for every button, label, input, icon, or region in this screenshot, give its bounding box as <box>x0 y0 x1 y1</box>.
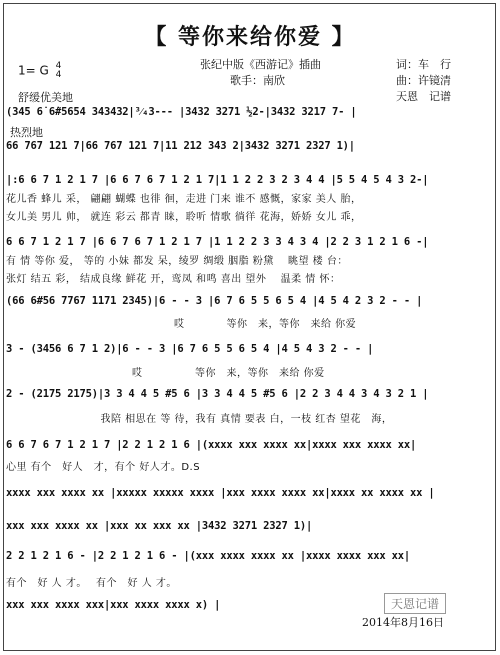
key-signature <box>18 62 61 80</box>
time-signature <box>56 62 62 80</box>
lyric-line: 哎 等你 来，等你 来给 你爱 <box>6 368 325 379</box>
lyric-line: 心里 有个 好人 才，有个 好人才。D.S <box>6 462 201 473</box>
transcription-date: 2014年8月16日 <box>362 616 444 629</box>
notation-line: 66 767 121 7|66 767 121 7|11 212 343 2|3432 3271 2327 1)| <box>6 140 355 152</box>
notation-line: 6 6 7 1 2 1 7 |6 6 7 6 7 1 2 1 7 |1 1 2 2 3 3 4 3 4 |2 2 3 1 2 1 6 -| <box>6 236 429 248</box>
notation-line: 6 6 7 6 7 1 2 1 7 |2 2 1 2 1 6 |(xxxx xxx xxxx xx|xxxx xxx xxxx xx| <box>6 439 417 451</box>
notation-line: (345 6̇ 6̇#5654 343432|³⁄₄3--- |3432 3271 ½2-|3432 3217 7- | <box>6 106 357 118</box>
tempo-verse: 热烈地 <box>10 126 43 139</box>
singer-credit: 歌手：南欣 <box>230 74 285 87</box>
lyric-line: 花儿香 蜂儿 采， 翩翩 蝴蝶 也徘 徊，走进 门来 谁不 感慨，家家 美人 胎， <box>6 194 362 205</box>
transcriber-credit: 天恩 记谱 <box>396 90 451 103</box>
lyric-line: 张灯 结五 彩， 结成良缘 鲜花 开，鸾凤 和鸣 喜出 望外 温柔 情 怀： <box>6 274 341 285</box>
notation-line: |:6 6 7 1 2 1 7 |6 6 7 6 7 1 2 1 7|1 1 2 2 3 2 3 4 4 |5 5 4 5 4 3 2-| <box>6 174 429 186</box>
composer-credit: 曲：许镜清 <box>396 74 451 87</box>
tempo-intro: 舒缓优美地 <box>18 91 73 104</box>
notation-line: 2 2 1 2 1 6 - |2 2 1 2 1 6 - |(xxx xxxx xxxx xx |xxxx xxxx xxx xx| <box>6 550 411 562</box>
source-credit: 张纪中版《西游记》插曲 <box>200 58 321 71</box>
lyric-line: 哎 等你 来，等你 来给 你爱 <box>6 319 357 330</box>
notation-line: xxx xxx xxxx xx |xxx xx xxx xx |3432 3271 2327 1)| <box>6 520 313 532</box>
lyricist-credit: 词：车 行 <box>396 58 451 71</box>
notation-line: xxx xxx xxxx xxx|xxx xxxx xxxx x) | <box>6 599 221 611</box>
notation-line: 2 - (2175 2175)|3 3 4 4 5 #5 6 |3 3 4 4 5 #5 6 |2 2 3 4 4 3 4 3 2 1 | <box>6 388 429 400</box>
song-title: 【 等你来给你爱 】 <box>144 25 356 50</box>
key-label: 1= G <box>18 63 49 78</box>
lyric-line: 我陪 相思在 等 待，我有 真情 要表 白，一枝 红杏 望花 海， <box>6 414 393 425</box>
time-signature-top: 4 <box>55 61 62 71</box>
time-signature-bottom: 4 <box>55 70 62 80</box>
transcriber-stamp: 天恩记谱 <box>384 593 446 614</box>
notation-line: xxxx xxx xxxx xx |xxxxx xxxxx xxxx |xxx xxxx xxxx xx|xxxx xx xxxx xx | <box>6 487 435 499</box>
lyric-line: 女儿美 男儿 帅， 就连 彩云 都青 睐，聆听 情歌 徜徉 花海，娇娇 女儿 乖， <box>6 212 362 223</box>
notation-line: 3 - (3456 6 7 1 2)|6 - - 3 |6 7 6 5 5 6 5 4 |4 5 4 3 2 - - | <box>6 343 374 355</box>
lyric-line: 有 情 等你 爱， 等的 小妹 都发 呆，绫罗 绸缎 胭脂 粉黛 眺望 楼 台： <box>6 256 348 267</box>
notation-line: (66 6#56 7767 1171 2345)|6 - - 3 |6 7 6 5 5 6 5 4 |4 5 4 2 3 2 - - | <box>6 295 423 307</box>
lyric-line: 有个 好 人 才。 有个 好 人 才。 <box>6 578 177 589</box>
